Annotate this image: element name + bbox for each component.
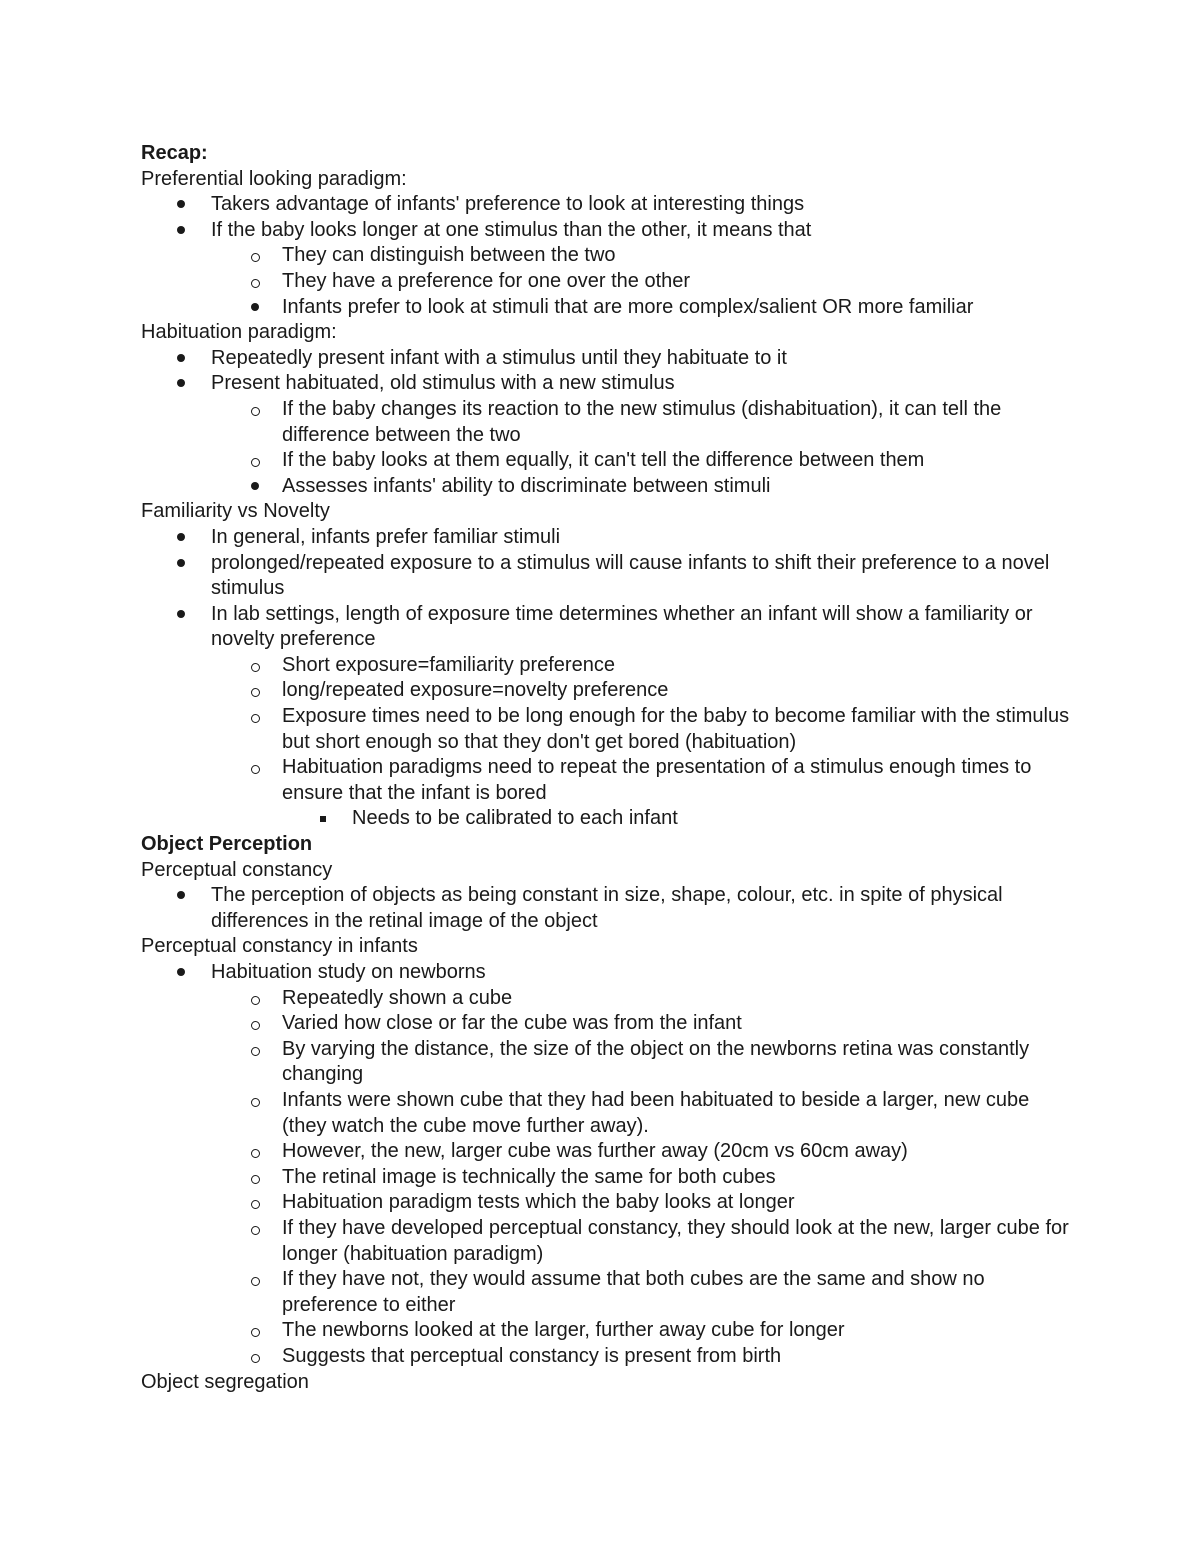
line-text: long/repeated exposure=novelty preference xyxy=(282,679,669,702)
line-text: They can distinguish between the two xyxy=(282,244,616,267)
bullet-dot-icon xyxy=(171,525,191,541)
line-text: Varied how close or far the cube was from the infant xyxy=(282,1012,742,1035)
line-text: Preferential looking paradigm: xyxy=(141,167,407,190)
list-item xyxy=(141,525,1071,551)
section-heading xyxy=(141,141,1071,167)
line-text: Takers advantage of infants' preference to look at interesting things xyxy=(211,193,805,216)
bullet-dot-icon xyxy=(171,192,191,208)
list-item xyxy=(141,704,1071,755)
list-item xyxy=(141,1139,1071,1165)
topic-heading xyxy=(141,499,1071,525)
list-item xyxy=(141,218,1071,244)
list-item xyxy=(141,371,1071,397)
bullet-ring-icon xyxy=(245,986,265,1005)
bullet-ring-icon xyxy=(245,1139,265,1158)
list-item xyxy=(141,397,1071,448)
list-item xyxy=(141,1011,1071,1037)
bullet-ring-icon xyxy=(245,448,265,467)
line-text: By varying the distance, the size of the object on the newborns retina was constantly changing xyxy=(282,1037,1030,1086)
topic-heading xyxy=(141,1370,1071,1396)
bullet-dot-icon xyxy=(245,295,265,311)
line-text: They have a preference for one over the other xyxy=(282,269,691,292)
topic-heading xyxy=(141,858,1071,884)
line-text: However, the new, larger cube was further away (20cm vs 60cm away) xyxy=(282,1140,908,1163)
line-text: If they have developed perceptual constancy, they should look at the new, larger cube for longer (habituation paradigm) xyxy=(282,1216,1069,1265)
bullet-ring-icon xyxy=(245,243,265,262)
list-item xyxy=(141,448,1071,474)
bullet-ring-icon xyxy=(245,269,265,288)
bullet-ring-icon xyxy=(245,755,265,774)
bullet-ring-icon xyxy=(245,1190,265,1209)
line-text: Repeatedly shown a cube xyxy=(282,986,513,1009)
list-item xyxy=(141,960,1071,986)
bullet-ring-icon xyxy=(245,397,265,416)
bullet-dot-icon xyxy=(171,960,191,976)
list-item xyxy=(141,346,1071,372)
bullet-dot-icon xyxy=(171,602,191,618)
list-item xyxy=(141,755,1071,806)
list-item xyxy=(141,1037,1071,1088)
topic-heading xyxy=(141,934,1071,960)
line-text: If the baby looks at them equally, it can't tell the difference between them xyxy=(282,449,925,472)
bullet-ring-icon xyxy=(245,1011,265,1030)
bullet-ring-icon xyxy=(245,1216,265,1235)
bullet-ring-icon xyxy=(245,1318,265,1337)
line-text: Infants prefer to look at stimuli that are more complex/salient OR more familiar xyxy=(282,295,974,318)
topic-heading xyxy=(141,320,1071,346)
bullet-dot-icon xyxy=(171,883,191,899)
list-item xyxy=(141,243,1071,269)
line-text: If the baby looks longer at one stimulus than the other, it means that xyxy=(211,218,812,241)
bullet-ring-icon xyxy=(245,1165,265,1184)
list-item xyxy=(141,883,1071,934)
line-text: Infants were shown cube that they had been habituated to beside a larger, new cube (they watch the cube move further away). xyxy=(282,1088,1030,1137)
list-item xyxy=(141,269,1071,295)
line-text: The retinal image is technically the same for both cubes xyxy=(282,1165,776,1188)
bullet-square-icon xyxy=(313,806,333,822)
line-text: Object Perception xyxy=(141,833,313,856)
line-text: Suggests that perceptual constancy is present from birth xyxy=(282,1344,782,1367)
line-text: If the baby changes its reaction to the new stimulus (dishabituation), it can tell the difference between the two xyxy=(282,397,1002,446)
bullet-dot-icon xyxy=(171,551,191,567)
list-item xyxy=(141,295,1071,321)
line-text: In general, infants prefer familiar stimuli xyxy=(211,525,561,548)
list-item xyxy=(141,653,1071,679)
bullet-ring-icon xyxy=(245,653,265,672)
line-text: The perception of objects as being constant in size, shape, colour, etc. in spite of physical differences in the retinal image of the object xyxy=(211,884,1003,932)
line-text: Object segregation xyxy=(141,1370,309,1393)
bullet-dot-icon xyxy=(245,474,265,490)
line-text: Habituation paradigm tests which the baby looks at longer xyxy=(282,1191,795,1214)
bullet-ring-icon xyxy=(245,678,265,697)
list-item xyxy=(141,551,1071,602)
bullet-ring-icon xyxy=(245,1344,265,1363)
line-text: prolonged/repeated exposure to a stimulus will cause infants to shift their preference to a novel stimulus xyxy=(211,551,1050,600)
line-text: Short exposure=familiarity preference xyxy=(282,653,615,676)
line-text: Assesses infants' ability to discriminate between stimuli xyxy=(282,474,771,497)
list-item xyxy=(141,678,1071,704)
line-text: In lab settings, length of exposure time determines whether an infant will show a familiarity or novelty preference xyxy=(211,602,1033,651)
line-text: Habituation study on newborns xyxy=(211,961,486,983)
line-text: Familiarity vs Novelty xyxy=(141,500,330,523)
topic-heading xyxy=(141,167,1071,193)
list-item xyxy=(141,474,1071,500)
list-item xyxy=(141,1318,1071,1344)
line-text: Exposure times need to be long enough for the baby to become familiar with the stimulus but short enough so that they don't get bored (habituation) xyxy=(282,705,1070,753)
line-text: Perceptual constancy in infants xyxy=(141,935,418,958)
bullet-dot-icon xyxy=(171,218,191,234)
list-item xyxy=(141,986,1071,1012)
bullet-dot-icon xyxy=(171,346,191,362)
list-item xyxy=(141,1267,1071,1318)
list-item xyxy=(141,602,1071,653)
line-text: Present habituated, old stimulus with a new stimulus xyxy=(211,372,675,395)
list-item xyxy=(141,1344,1071,1370)
line-text: The newborns looked at the larger, further away cube for longer xyxy=(282,1319,845,1342)
list-item xyxy=(141,1216,1071,1267)
bullet-ring-icon xyxy=(245,1037,265,1056)
line-text: Repeatedly present infant with a stimulus until they habituate to it xyxy=(211,346,787,369)
bullet-dot-icon xyxy=(171,371,191,387)
bullet-ring-icon xyxy=(245,704,265,723)
list-item xyxy=(141,1165,1071,1191)
line-text: Perceptual constancy xyxy=(141,858,333,881)
line-text: Habituation paradigm: xyxy=(141,321,337,344)
list-item xyxy=(141,192,1071,218)
list-item xyxy=(141,806,1071,832)
list-item xyxy=(141,1088,1071,1139)
line-text: Habituation paradigms need to repeat the presentation of a stimulus enough times to ensure that the infant is bored xyxy=(282,756,1032,804)
line-text: Needs to be calibrated to each infant xyxy=(352,807,678,830)
line-text: Recap: xyxy=(141,142,208,164)
section-heading xyxy=(141,832,1071,858)
bullet-ring-icon xyxy=(245,1267,265,1286)
list-item xyxy=(141,1190,1071,1216)
line-text: If they have not, they would assume that both cubes are the same and show no preference to either xyxy=(282,1268,985,1316)
document-body xyxy=(141,141,1071,1395)
bullet-ring-icon xyxy=(245,1088,265,1107)
